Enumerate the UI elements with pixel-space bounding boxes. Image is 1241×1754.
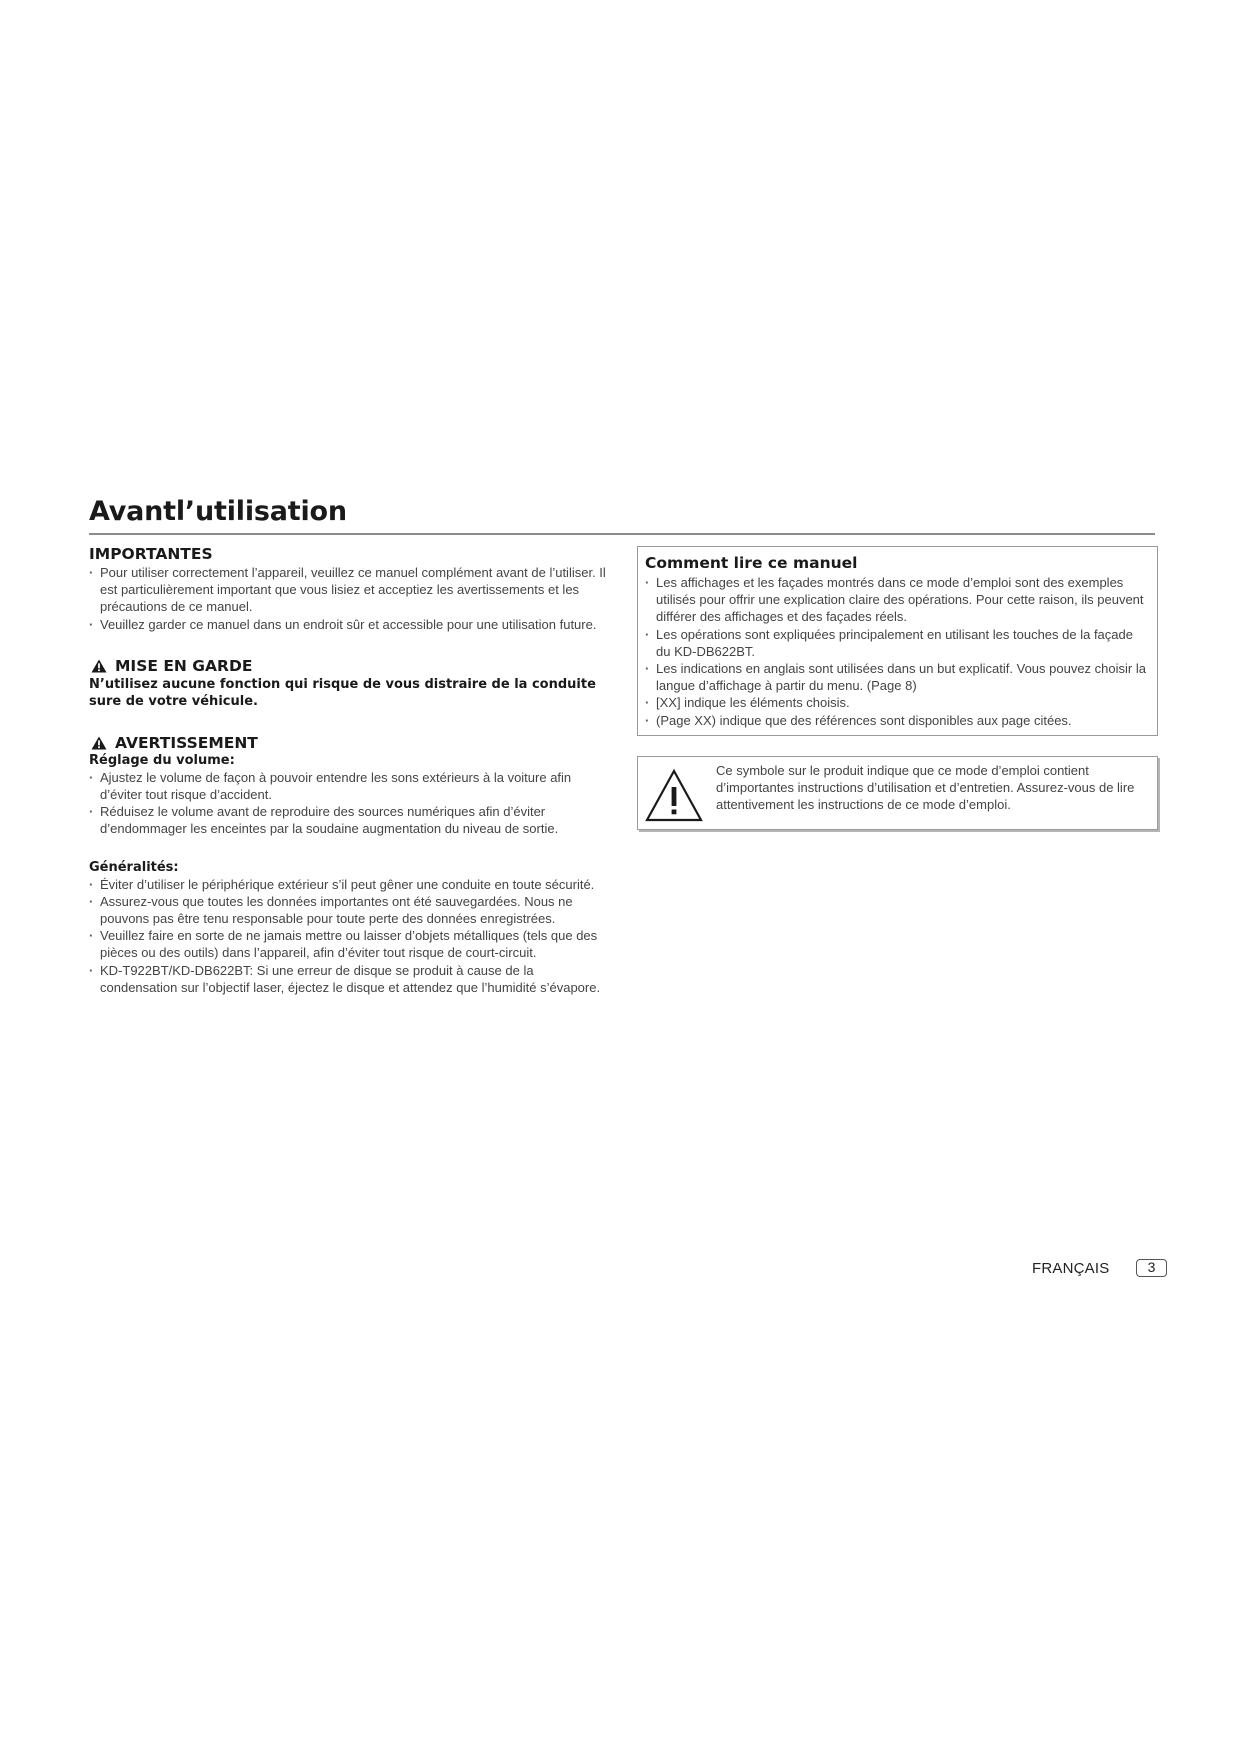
right-column	[637, 546, 1158, 830]
list-item: · Réduisez le volume avant de reproduire des sources numériques afin d’éviter d’endommager les enceintes par la soudaine augmentation du niveau de sortie.	[89, 803, 614, 837]
list-item: · Pour utiliser correctement l’appareil, veuillez ce manuel complément avant de l’utiliser. Il est particulièrement important que vous lisiez et acceptiez les avertissements et les précautions de ce manuel.	[89, 564, 614, 616]
page-title: Avantl’utilisation	[89, 496, 347, 527]
left-column	[89, 545, 614, 996]
avertissement-label: AVERTISSEMENT	[115, 733, 258, 752]
list-item: · (Page XX) indique que des références sont disponibles aux page citées.	[645, 712, 1149, 729]
mise-en-garde-note: N’utilisez aucune fonction qui risque de vous distraire de la conduite sure de votre véhicule.	[89, 676, 596, 709]
comment-lire-heading: Comment lire ce manuel	[645, 554, 858, 572]
list-item: · Veuillez faire en sorte de ne jamais mettre ou laisser d’objets métalliques (tels que des pièces ou des outils) dans l’appareil, afin d’éviter tout risque de court-circuit.	[89, 927, 614, 961]
list-item: · Les opérations sont expliquées principalement en utilisant les touches de la façade du KD-DB622BT.	[645, 626, 1149, 660]
list-item: · Les affichages et les façades montrés dans ce mode d’emploi sont des exemples utilisés pour offrir une explication claire des opérations. Pour cette raison, ils peuvent différer des affichages et des façades réels.	[645, 574, 1149, 626]
footer-language: FRANÇAIS	[1032, 1260, 1110, 1277]
general-list	[89, 876, 614, 996]
avertissement-heading	[89, 734, 614, 753]
warning-triangle-icon	[91, 736, 107, 750]
caution-symbol-icon	[644, 766, 704, 826]
comment-lire-box	[637, 546, 1158, 736]
list-item: · KD-T922BT/KD-DB622BT: Si une erreur de disque se produit à cause de la condensation sur l’objectif laser, éjectez le disque et attendez que l’humidité s’évapore.	[89, 962, 614, 996]
list-item: · Ajustez le volume de façon à pouvoir entendre les sons extérieurs à la voiture afin d’éviter tout risque d’accident.	[89, 769, 614, 803]
list-item: · Les indications en anglais sont utilisées dans un but explicatif. Vous pouvez choisir la langue d’affichage à partir du menu. (Page 8)	[645, 660, 1149, 694]
importantes-heading: IMPORTANTES	[89, 545, 213, 563]
list-item: · Éviter d’utiliser le périphérique extérieur s’il peut gêner une conduite en toute sécurité.	[89, 876, 614, 893]
list-item: · Veuillez garder ce manuel dans un endroit sûr et accessible pour une utilisation future.	[89, 616, 614, 633]
symbol-note-text: Ce symbole sur le produit indique que ce mode d’emploi contient d’importantes instructions d’utilisation et d’entretien. Assurez-vous de lire attentivement les instructions de ce mode d’emploi.	[716, 762, 1135, 813]
mise-en-garde-heading	[89, 657, 614, 676]
title-divider	[89, 533, 1155, 535]
importantes-list	[89, 564, 614, 633]
general-subheading: Généralités:	[89, 859, 179, 875]
volume-list	[89, 769, 614, 838]
list-item: · [XX] indique les éléments choisis.	[645, 694, 1149, 711]
warning-triangle-icon	[91, 659, 107, 673]
page-number: 3	[1136, 1259, 1167, 1277]
volume-subheading: Réglage du volume:	[89, 752, 235, 768]
comment-lire-list	[645, 574, 1149, 729]
list-item: · Assurez-vous que toutes les données importantes ont été sauvegardées. Nous ne pouvons pas être tenu responsable pour toute perte des données enregistrées.	[89, 893, 614, 927]
mise-en-garde-label: MISE EN GARDE	[115, 656, 253, 675]
symbol-note-box	[637, 756, 1158, 830]
